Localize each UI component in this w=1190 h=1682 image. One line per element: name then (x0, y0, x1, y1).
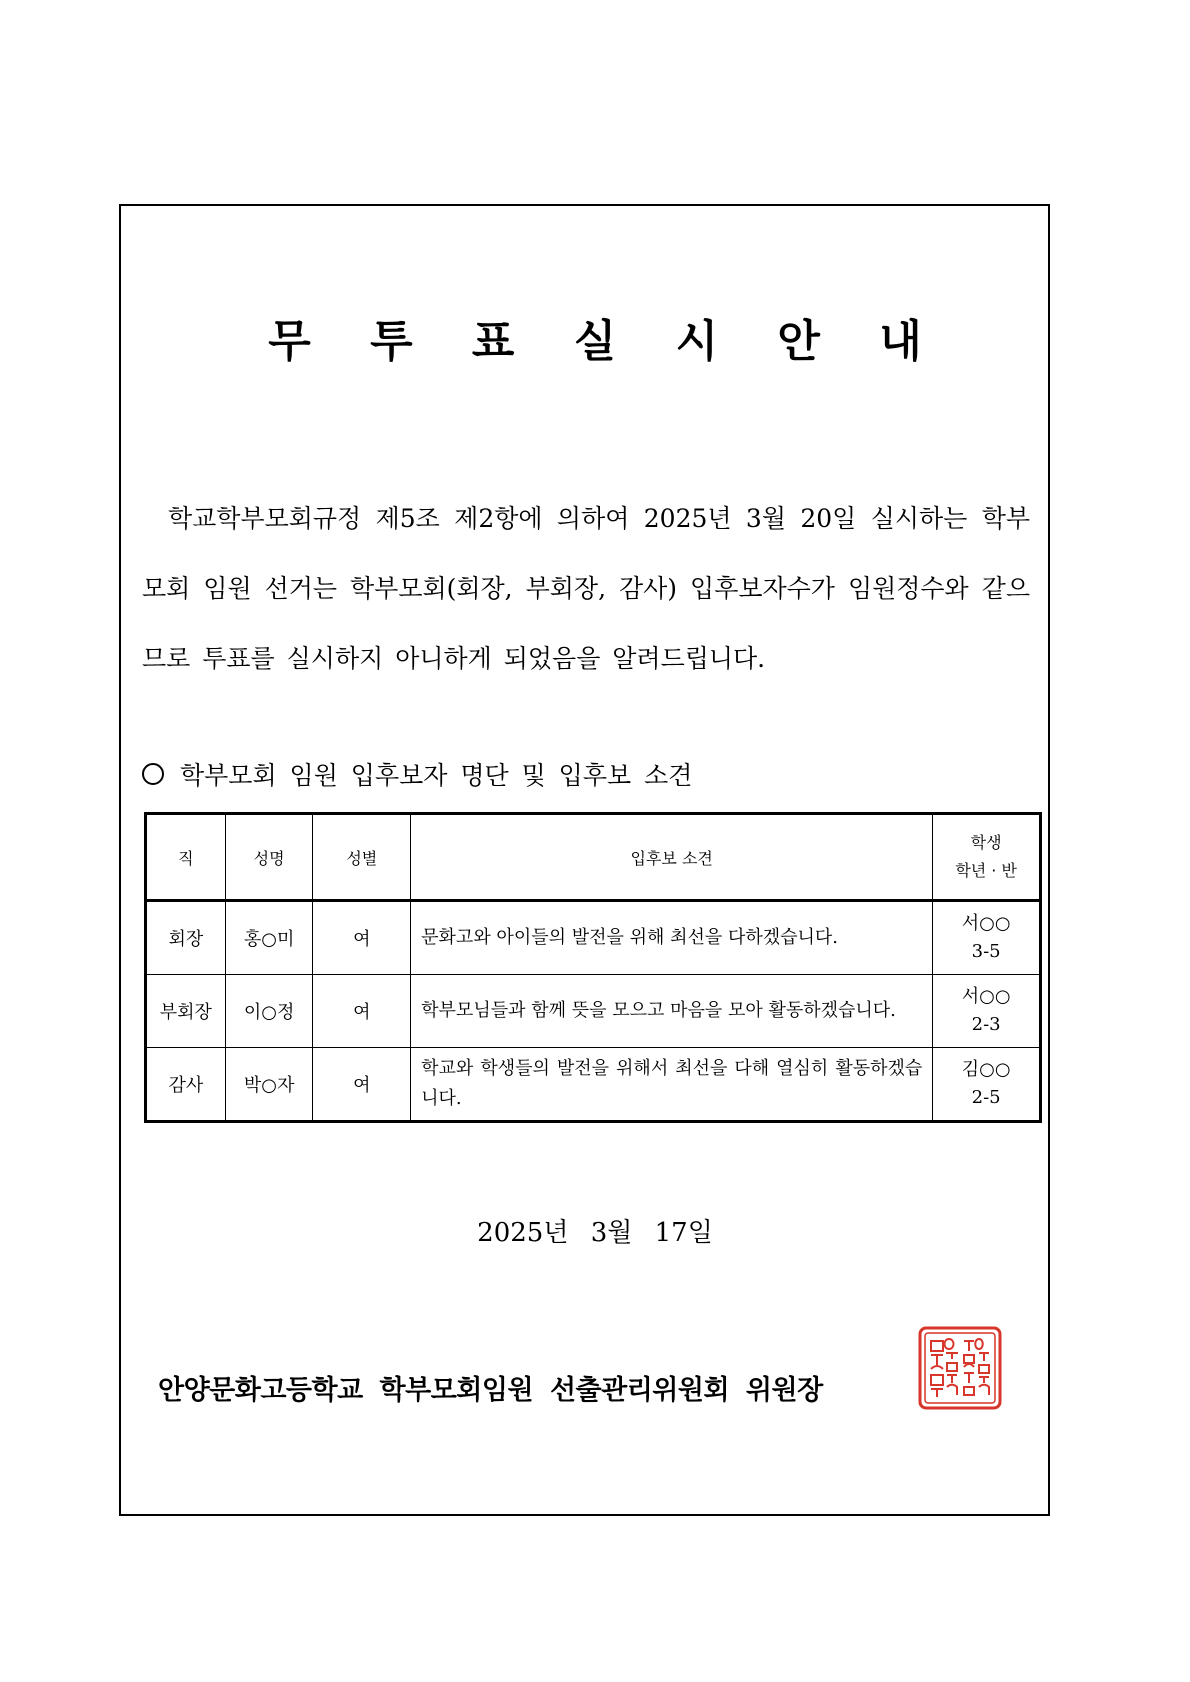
cell-name: 박○자 (225, 1048, 313, 1122)
official-seal-icon (917, 1325, 1003, 1411)
section-heading (142, 756, 692, 792)
header-student-line2: 학년 · 반 (955, 861, 1017, 880)
cell-student (933, 1048, 1041, 1122)
cell-student-name: 서○○ (961, 986, 1011, 1007)
cell-student-class: 3-5 (971, 941, 1001, 962)
header-position: 직 (146, 814, 226, 901)
table-row (146, 1048, 1041, 1122)
cell-student-class: 2-5 (971, 1087, 1001, 1108)
notice-body (142, 484, 1030, 694)
table-row (146, 901, 1041, 975)
header-opinion: 입후보 소견 (411, 814, 933, 901)
candidate-table (144, 812, 1042, 1123)
page-title: 무 투 표 실 시 안 내 (268, 316, 944, 367)
cell-student (933, 975, 1041, 1048)
notice-body-text: 학교학부모회규정 제5조 제2항에 의하여 2025년 3월 20일 실시하는 학부모회 임원 선거는 학부모회(회장, 부회장, 감사) 입후보자수가 임원정수와 같으므로 투표를 실시하지 아니하게 되었음을 알려드립니다. (142, 504, 1030, 673)
circle-bullet-icon (142, 763, 164, 785)
section-heading-text: 학부모회 임원 입후보자 명단 및 입후보 소견 (180, 761, 693, 790)
table-header-row (146, 814, 1041, 901)
issue-date: 2025년 3월 17일 (477, 1218, 713, 1248)
cell-student-name: 서○○ (961, 913, 1011, 934)
cell-position: 부회장 (146, 975, 226, 1048)
cell-opinion: 문화고와 아이들의 발전을 위해 최선을 다하겠습니다. (411, 901, 933, 975)
seal-inner-border (925, 1333, 995, 1403)
seal-glyphs (931, 1339, 989, 1397)
cell-position: 회장 (146, 901, 226, 975)
cell-gender: 여 (313, 1048, 411, 1122)
signatory: 안양문화고등학교 학부모회임원 선출관리위원회 위원장 (158, 1375, 823, 1406)
cell-name: 이○정 (225, 975, 313, 1048)
cell-opinion: 학교와 학생들의 발전을 위해서 최선을 다해 열심히 활동하겠습니다. (411, 1048, 933, 1122)
header-student (933, 814, 1041, 901)
cell-gender: 여 (313, 901, 411, 975)
header-name: 성명 (225, 814, 313, 901)
cell-student (933, 901, 1041, 975)
cell-name: 홍○미 (225, 901, 313, 975)
cell-gender: 여 (313, 975, 411, 1048)
cell-student-class: 2-3 (971, 1014, 1001, 1035)
cell-opinion: 학부모님들과 함께 뜻을 모으고 마음을 모아 활동하겠습니다. (411, 975, 933, 1048)
header-gender: 성별 (313, 814, 411, 901)
table-row (146, 975, 1041, 1048)
cell-student-name: 김○○ (961, 1059, 1011, 1080)
header-student-line1: 학생 (970, 833, 1002, 852)
cell-position: 감사 (146, 1048, 226, 1122)
